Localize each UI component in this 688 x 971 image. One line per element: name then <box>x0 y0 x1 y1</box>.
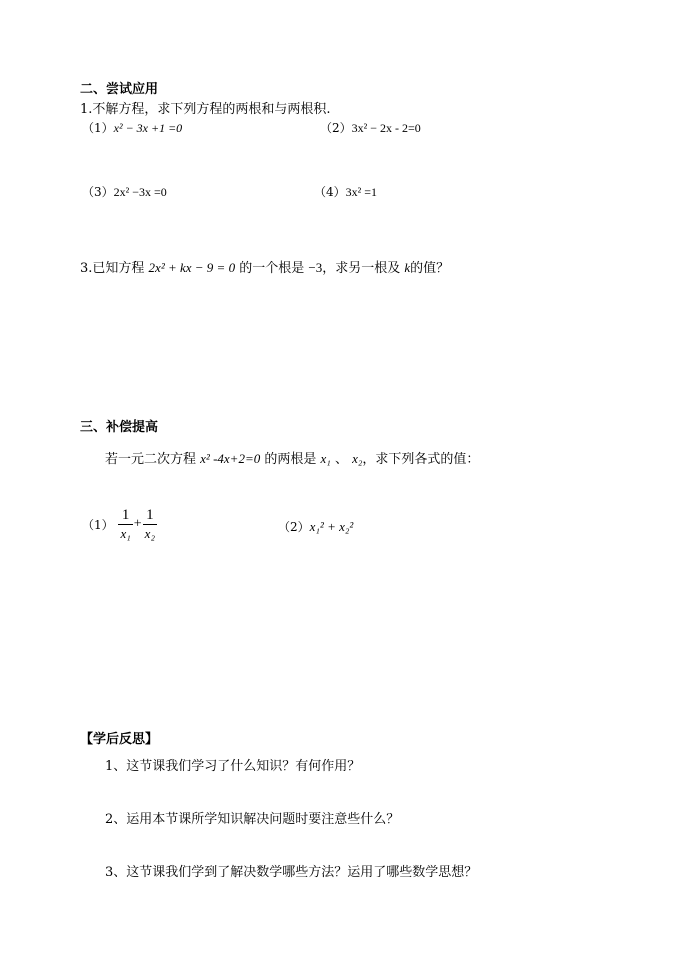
fraction-2 <box>143 506 157 543</box>
equation: 2x² −3x =0 <box>113 185 167 199</box>
q3-equation: 2x² + kx − 9 = 0 <box>148 260 236 275</box>
part-label: （2） <box>278 520 310 534</box>
reflection-question-1: 1、这节课我们学习了什么知识？有何作用？ <box>105 759 361 774</box>
question-1-part-3 <box>82 183 167 200</box>
part-label: （4） <box>314 185 346 199</box>
intro-equation: x² -4x+2=0 <box>200 451 261 466</box>
q3-root: −3 <box>308 260 323 275</box>
numerator: 1 <box>143 506 157 525</box>
x2-symbol: x₂ <box>352 451 363 466</box>
denominator: x₂ <box>144 526 155 541</box>
plus-sign: + <box>133 516 142 532</box>
section-2-heading: 二、尝试应用 <box>80 82 159 97</box>
section-3-heading: 三、补偿提高 <box>80 420 159 435</box>
denominator: x₁ <box>120 526 131 541</box>
section-3-part-2 <box>278 518 353 535</box>
equation: x₁² + x₂² <box>309 519 354 534</box>
question-1-part-2 <box>320 119 421 136</box>
question-1-stem: 1.不解方程，求下列方程的两根和与两根积. <box>80 102 331 117</box>
part-label: （2） <box>320 121 352 135</box>
section-3-intro <box>105 448 479 467</box>
equation: 3x² =1 <box>345 185 378 199</box>
equation: 3x² − 2x - 2=0 <box>351 121 421 135</box>
equation: x² − 3x +1 =0 <box>113 121 183 135</box>
reflection-question-3: 3、这节课我们学到了解决数学哪些方法？运用了哪些数学思想？ <box>105 865 478 880</box>
numerator: 1 <box>118 506 132 525</box>
intro-prefix: 若一元二次方程 <box>105 452 197 467</box>
q3-k: k <box>404 260 411 275</box>
q3-prefix: 3.已知方程 <box>80 261 145 276</box>
q3-suffix: ，求另一根及 <box>322 261 401 276</box>
part-label: （1） <box>82 518 114 532</box>
reflection-question-2: 2、运用本节课所学知识解决问题时要注意些什么？ <box>105 812 400 827</box>
intro-suffix: ，求下列各式的值： <box>362 452 480 467</box>
section-3-part-1 <box>82 506 158 543</box>
question-1-part-1 <box>82 119 182 136</box>
x1-symbol: x₁ <box>320 451 331 466</box>
q3-mid: 的一个根是 <box>239 261 305 276</box>
q3-end: 的值？ <box>410 261 450 276</box>
part-label: （1） <box>82 121 114 135</box>
part-label: （3） <box>82 185 114 199</box>
reflection-heading: 【学后反思】 <box>80 732 159 747</box>
question-1-part-4 <box>314 183 377 200</box>
question-3 <box>80 257 449 276</box>
fraction-1 <box>118 506 132 543</box>
separator: 、 <box>334 452 348 467</box>
intro-mid: 的两根是 <box>264 452 317 467</box>
